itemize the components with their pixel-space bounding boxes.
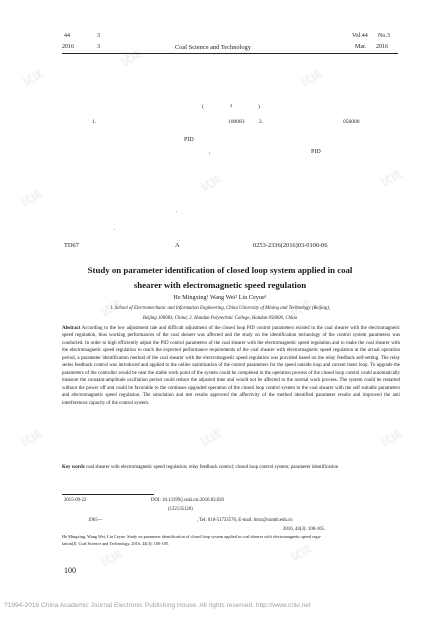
received-date: 2015-09-22 — [64, 498, 87, 503]
watermark: 试读 — [298, 67, 325, 90]
keywords-label: Key words — [62, 465, 85, 470]
watermark: 试读 — [288, 542, 315, 565]
watermark: 试读 — [288, 297, 315, 320]
citation-cn: 2016, 44(3): 100-105. — [283, 527, 326, 532]
copyright-notice: ?1994-2016 China Academic Journal Electronic Publishing House. All rights reserved. http://www.cnki.net — [4, 602, 311, 609]
citation-en — [62, 534, 400, 547]
watermark: 试读 — [20, 67, 47, 90]
abstract-label: Abstract — [62, 326, 81, 331]
english-abstract — [62, 325, 400, 407]
header-volume-right: Vol.44 — [352, 33, 368, 39]
header-issue-left: 3 — [97, 33, 100, 39]
cn-abstract-pid-1: PID — [184, 137, 194, 143]
watermark: 试读 — [18, 427, 45, 450]
cn-postcode-2: 056000 — [343, 119, 360, 125]
cn-affil-2: 2. — [259, 119, 264, 125]
header-volume-left: 44 — [64, 33, 70, 39]
author-paren-open: ( — [202, 104, 204, 110]
fund-number: (122135120) — [168, 507, 193, 512]
author-contact: , Tel: 010-51733576, E-mail: hmx@cumtb.edu.cn — [197, 518, 293, 523]
header-date-right: Mar. — [355, 44, 367, 50]
watermark: 试读 — [198, 172, 225, 195]
article-number: 0253-2336(2016)03-0100-06 — [253, 242, 328, 249]
header-issue-right: No.3 — [378, 33, 390, 39]
clc-number: TD67 — [64, 242, 79, 249]
cn-postcode-1: 100083 — [228, 119, 245, 125]
journal-name: Coal Science and Technology — [175, 44, 251, 51]
footnote-rule — [62, 494, 154, 495]
english-title-line-2: shearer with electromagnetic speed regulation — [133, 280, 307, 290]
watermark: 试读 — [118, 47, 145, 70]
header-rule — [62, 53, 398, 54]
cn-abstract-comma: , — [209, 149, 211, 155]
page-number: 100 — [64, 566, 76, 575]
citation-en-line-1: He Mingxing, Wang Wei, Liu Ceyue. Study on parameter identification of closed loop system applied in coal shearer with electromagnetic speed regu- — [62, 534, 322, 539]
cn-abstract-pid-2: PID — [311, 149, 321, 155]
english-affiliation-line-2: Beijing 100083, China; 2. Handan Polytechnic College, Handan 056000, China — [142, 316, 298, 321]
watermark: 试读 — [378, 427, 405, 450]
keywords-text: coal shearer with electromagnetic speed regulation; relay feedback control; closed loop control system; parameter identification — [85, 465, 339, 470]
watermark: 试读 — [98, 547, 125, 570]
cn-affil-1: 1. — [92, 119, 97, 125]
watermark: 试读 — [378, 167, 405, 190]
english-authors: He Mingxing¹ Wang Wei² Liu Ceyue¹ — [173, 294, 267, 301]
author-superscript: 2 — [230, 103, 233, 108]
header-year-left: 2016 — [62, 44, 74, 50]
english-title-line-1: Study on parameter identification of closed loop system applied in coal — [87, 265, 353, 275]
document-code: A — [175, 242, 180, 249]
header-month-left: 3 — [97, 44, 100, 50]
author-born: 1965— — [88, 518, 103, 523]
cn-dot: . — [114, 226, 116, 232]
watermark: 试读 — [98, 297, 125, 320]
cn-dot: . — [176, 208, 178, 214]
doi: DOI: 10.13199/j.cnki.cst.2016.03.020 — [151, 498, 224, 503]
author-paren-close: ) — [258, 104, 260, 110]
citation-en-line-2: lation[J]. Coal Science and Technology, 2016, 44(3): 100-105. — [62, 540, 170, 546]
watermark: 试读 — [198, 427, 225, 450]
header-year-right: 2016 — [376, 44, 388, 50]
abstract-text: According to the low adjustment rate and difficult adjustment of the closed loop PID control parameters existed in the coal shearer with the electromagnetic speed regulation, thus working performances of the coal shearer was affected and the study on the identification technology of the control system parameters was conducted. In order to high efficiently adjust the PID control parameters of the coal shearer with the electromagnetic speed regulation and to make the coal shearer with the electromagnetic speed regulation to reach the expected performance requirements of the coal shearer with electromagnetic speed regulation at the actual operation period, a parameter identification method of the coal shearer with the electromagnetic speed regulation was provided based on the relay feedback self-setting. The relay series feedback control was introduced and applied to the online optimization of the control parameters for the speed outside loop and current inner loop. To upgrade the parameters of the controller would be near the stable work point of the system could be completed in the operation process of the closed loop control could automatically measure the constant-amplitude oscillation period could reduce the adjusted time and would not be affected to the normal work process. The system could be restarted without the power off and could be favorable to the continues upgraded operation of the closed loop control system to the coal shearer with the self suitable parameters and electromagnetic speed regulation. The simulation and test results approved the affectivity of the method identified parameter results and improved the anti interferences capacity of the control system. — [62, 326, 400, 406]
english-affiliation-line-1: 1. School of Electromechanic and Information Engineering, China University of Mining and Technology (Beijing), — [109, 306, 330, 311]
english-keywords — [62, 464, 400, 471]
watermark: 试读 — [18, 187, 45, 210]
